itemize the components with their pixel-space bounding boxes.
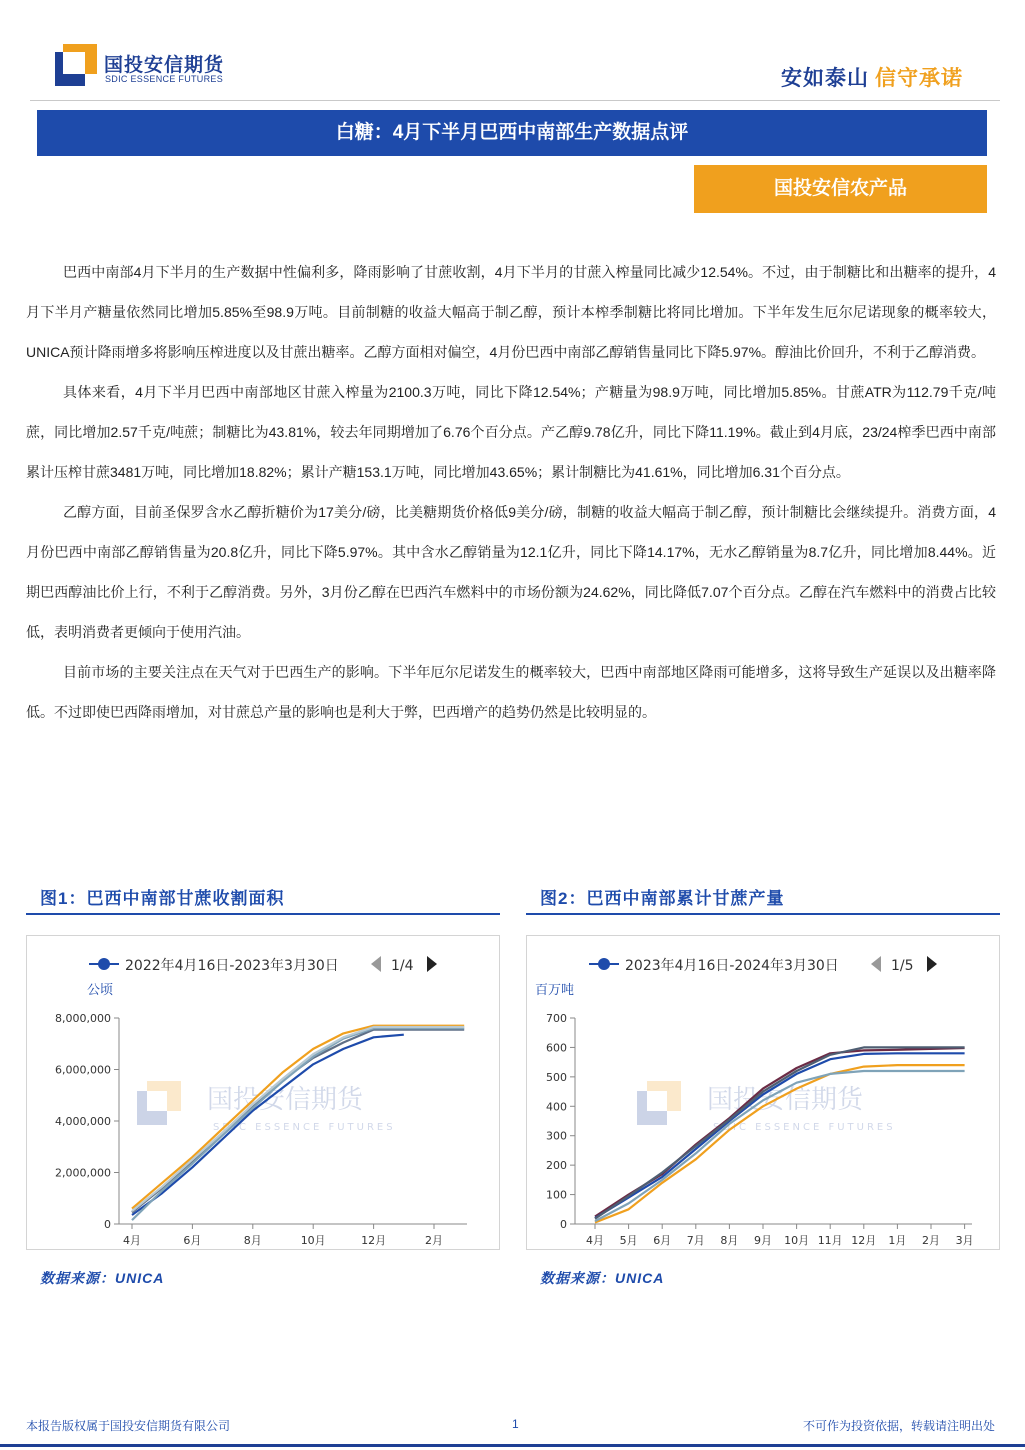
prev-page-icon[interactable]	[371, 956, 381, 972]
y-tick-label: 700	[546, 1012, 567, 1025]
x-tick-label: 11月	[817, 1234, 843, 1247]
x-tick-label: 3月	[955, 1234, 974, 1247]
figure-1-source: 数据来源：UNICA	[40, 1270, 165, 1286]
x-tick-label: 7月	[686, 1234, 705, 1247]
legend-label: 2023年4月16日-2024年3月30日	[625, 958, 839, 974]
next-page-icon[interactable]	[427, 956, 437, 972]
x-tick-label: 10月	[300, 1234, 326, 1247]
slogan-part-2: 信守承诺	[875, 67, 963, 90]
x-tick-label: 10月	[784, 1234, 810, 1247]
logo-text-cn: 国投安信期货	[104, 55, 225, 76]
figure-2-source: 数据来源：UNICA	[540, 1270, 665, 1286]
legend-pager: 1/4	[391, 958, 414, 974]
series-line-5	[132, 1027, 464, 1211]
x-tick-label: 12月	[361, 1234, 387, 1247]
category-badge: 国投安信农产品	[694, 165, 987, 213]
paragraph-2: 具体来看，4月下半月巴西中南部地区甘蔗入榨量为2100.3万吨，同比下降12.54%；产糖量为98.9万吨，同比增加5.85%。甘蔗ATR为112.79千克/吨蔗，同比增加2.57千克/吨蔗；制糖比为43.81%，较去年同期增加了6.76个百分点。产乙醇9.78亿升，同比下降11.19%。截止到4月底，23/24榨季巴西中南部累计压榨甘蔗3481万吨，同比增加18.82%；累计产糖153.1万吨，同比增加43.65%；累计制糖比为41.61%，同比增加6.31个百分点。	[26, 384, 996, 480]
header-divider	[30, 100, 1000, 101]
figure-2-chart-frame	[526, 935, 1000, 1250]
footer-page-number: 1	[512, 1417, 519, 1431]
company-logo-icon	[55, 44, 97, 86]
watermark-logo-icon	[637, 1081, 681, 1125]
logo-text-en: SDIC ESSENCE FUTURES	[105, 74, 224, 84]
figure-1-chart-frame	[26, 935, 500, 1250]
x-tick-label: 2月	[425, 1234, 443, 1247]
legend-label: 2022年4月16日-2023年3月30日	[125, 958, 339, 974]
figure-2-chart	[527, 936, 999, 1249]
chart-2-series	[595, 1047, 965, 1222]
watermark-text-en: SDIC ESSENCE FUTURES	[713, 1122, 896, 1133]
footer-copyright: 本报告版权属于国投安信期货有限公司	[26, 1419, 231, 1433]
paragraph-3: 乙醇方面，目前圣保罗含水乙醇折糖价为17美分/磅，比美糖期货价格低9美分/磅，制糖的收益大幅高于制乙醇，预计制糖比会继续提升。消费方面，4月份巴西中南部乙醇销售量为20.8亿升，同比下降5.97%。其中含水乙醇销量为12.1亿升，同比下降14.17%，无水乙醇销量为8.7亿升，同比增加8.44%。近期巴西醇油比价上行，不利于乙醇消费。另外，3月份乙醇在巴西汽车燃料中的市场份额为24.62%，同比降低7.07个百分点。乙醇在汽车燃料中的消费占比较低，表明消费者更倾向于使用汽油。	[26, 504, 996, 640]
y-tick-label: 6,000,000	[55, 1063, 111, 1077]
legend-pager: 1/5	[891, 958, 914, 974]
y-tick-label: 300	[546, 1129, 567, 1143]
watermark-text-cn: 国投安信期货	[207, 1085, 364, 1115]
y-tick-label: 0	[104, 1218, 111, 1231]
x-tick-label: 4月	[586, 1234, 604, 1247]
figure-2-rule	[526, 913, 1000, 915]
y-tick-label: 200	[546, 1159, 567, 1173]
report-title: 白糖：4月下半月巴西中南部生产数据点评	[37, 110, 987, 156]
x-tick-label: 8月	[720, 1234, 739, 1247]
y-tick-label: 0	[560, 1218, 567, 1231]
legend-marker	[98, 958, 110, 970]
y-axis-unit: 公顷	[87, 983, 114, 998]
chart-2-legend	[589, 956, 937, 974]
figure-2-title: 图2：巴西中南部累计甘蔗产量	[540, 889, 785, 908]
x-tick-label: 9月	[754, 1234, 772, 1247]
y-tick-label: 2,000,000	[55, 1166, 111, 1180]
y-tick-label: 400	[546, 1100, 567, 1114]
next-page-icon[interactable]	[927, 956, 937, 972]
y-tick-label: 600	[546, 1041, 567, 1055]
y-tick-label: 100	[546, 1188, 567, 1202]
y-tick-label: 4,000,000	[55, 1115, 111, 1128]
slogan	[781, 62, 963, 92]
x-tick-label: 1月	[888, 1234, 907, 1247]
prev-page-icon[interactable]	[871, 956, 881, 972]
y-tick-label: 500	[546, 1070, 567, 1084]
series-line-3	[132, 1030, 464, 1213]
figure-1-title: 图1：巴西中南部甘蔗收割面积	[40, 889, 285, 908]
figure-1-chart	[27, 936, 499, 1249]
watermark-text-cn: 国投安信期货	[707, 1085, 864, 1115]
x-tick-label: 5月	[619, 1234, 638, 1247]
x-tick-label: 6月	[653, 1234, 672, 1247]
paragraph-4: 目前市场的主要关注点在天气对于巴西生产的影响。下半年厄尔尼诺发生的概率较大，巴西中南部地区降雨可能增多，这将导致生产延误以及出糖率降低。不过即使巴西降雨增加，对甘蔗总产量的影响也是利大于弊，巴西增产的趋势仍然是比较明显的。	[26, 664, 996, 720]
footer-disclaimer: 不可作为投资依据，转载请注明出处	[802, 1419, 995, 1433]
x-tick-label: 6月	[183, 1234, 202, 1247]
footer-rule	[0, 1444, 1025, 1447]
x-tick-label: 8月	[243, 1234, 262, 1247]
figure-1-rule	[26, 913, 500, 915]
x-tick-label: 4月	[123, 1234, 141, 1247]
slogan-part-1: 安如泰山	[781, 67, 869, 90]
chart-1-legend	[89, 956, 437, 974]
series-line-1	[132, 1026, 464, 1209]
x-tick-label: 12月	[851, 1234, 877, 1247]
watermark-logo-icon	[137, 1081, 181, 1125]
legend-marker	[598, 958, 610, 970]
paragraph-1: 巴西中南部4月下半月的生产数据中性偏利多，降雨影响了甘蔗收割，4月下半月的甘蔗入榨量同比减少12.54%。不过，由于制糖比和出糖率的提升，4月下半月产糖量依然同比增加5.85%至98.9万吨。目前制糖的收益大幅高于制乙醇，预计本榨季制糖比将同比增加。下半年发生厄尔尼诺现象的概率较大，UNICA预计降雨增多将影响压榨进度以及甘蔗出糖率。乙醇方面相对偏空，4月份巴西中南部乙醇销售量同比下降5.97%。醇油比价回升，不利于乙醇消费。	[26, 264, 996, 360]
x-tick-label: 2月	[922, 1234, 940, 1247]
watermark-text-en: SDIC ESSENCE FUTURES	[213, 1122, 396, 1133]
y-tick-label: 8,000,000	[55, 1012, 111, 1025]
y-axis-unit: 百万吨	[535, 983, 575, 998]
report-body	[26, 252, 996, 732]
